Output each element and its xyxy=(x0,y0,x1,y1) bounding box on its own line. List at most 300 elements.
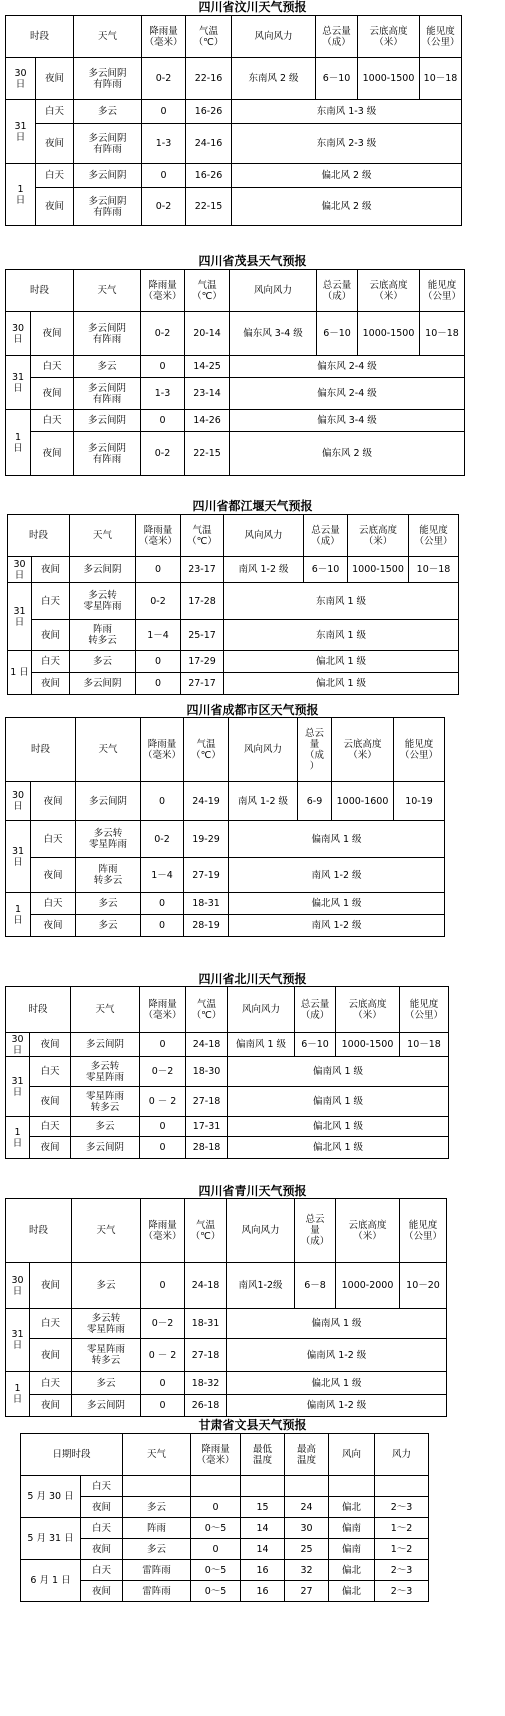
text-line: 多云 xyxy=(96,1280,116,1291)
table-row xyxy=(21,1539,429,1560)
header-text: （米） xyxy=(374,36,403,48)
weather-cell xyxy=(74,188,142,226)
text-line: 30 xyxy=(11,1274,24,1286)
text-line: 1 xyxy=(14,1383,21,1394)
header-row xyxy=(6,16,462,58)
header-cell xyxy=(230,270,317,312)
text-line: 多云间阴 xyxy=(86,1039,125,1050)
weather-cell: 多云 xyxy=(123,1497,191,1518)
header-cell xyxy=(298,718,332,782)
text-line: 阵雨 xyxy=(98,864,118,875)
max-temp-cell: 27 xyxy=(285,1581,329,1602)
rain-cell: 0 xyxy=(141,893,184,915)
period-cell: 夜间 xyxy=(36,188,74,226)
header-text: 能见度 xyxy=(419,524,448,536)
header-text: 降雨量 xyxy=(201,1443,230,1455)
text-line: 多云间阴 xyxy=(86,1142,125,1153)
temp-cell: 18-30 xyxy=(186,1057,228,1087)
header-text: 气温 xyxy=(199,25,219,37)
date-cell xyxy=(6,58,36,100)
text-line: 31 xyxy=(11,1075,24,1087)
header-cell xyxy=(329,1434,375,1476)
period-cell: 夜间 xyxy=(30,1263,72,1309)
date-cell xyxy=(6,164,36,226)
text-line: 零星阵雨 xyxy=(87,1323,126,1335)
period-cell: 白天 xyxy=(36,164,74,188)
header-text: 总云量 xyxy=(300,998,330,1010)
wind-cell: 南风 1-2 级 xyxy=(224,557,304,583)
header-cell xyxy=(336,1199,400,1263)
text-line: 多云间阴 xyxy=(89,795,128,807)
visibility-cell: 10-19 xyxy=(394,782,445,821)
text-line: 1 xyxy=(17,183,24,195)
period-cell: 夜间 xyxy=(81,1497,123,1518)
text-line: 日 xyxy=(12,1340,23,1351)
header-text: （毫米） xyxy=(143,1230,182,1242)
date-cell: 5 月 30 日 xyxy=(21,1476,81,1518)
section-title: 四川省都江堰天气预报 xyxy=(192,499,313,513)
wind-cell: 偏北风 1 级 xyxy=(229,893,445,915)
table-row xyxy=(6,188,462,226)
header-text: （米） xyxy=(348,749,377,761)
temp-cell: 22-15 xyxy=(185,432,230,476)
header-text: 能见度 xyxy=(426,25,455,37)
header-text: （成） xyxy=(300,1236,330,1247)
temp-cell: 17-29 xyxy=(181,651,224,673)
header-text: 风向风力 xyxy=(244,530,283,541)
section-title: 甘肃省文县天气预报 xyxy=(198,1418,307,1432)
header-text: （公里） xyxy=(421,36,460,48)
wind-cell: 偏南风 1 级 xyxy=(228,1033,295,1057)
date-cell xyxy=(6,1057,30,1117)
max-temp-cell: 25 xyxy=(285,1539,329,1560)
text-line: 1 日 xyxy=(10,667,29,678)
date-cell xyxy=(6,312,31,356)
date-cell: 6 月 1 日 xyxy=(21,1560,81,1602)
header-cell xyxy=(141,1199,185,1263)
header-text: 云底高度 xyxy=(348,998,387,1010)
text-line: 日 xyxy=(12,1086,23,1098)
date-cell xyxy=(6,356,31,410)
table-row xyxy=(6,1057,449,1087)
table-row xyxy=(6,858,445,893)
temp-cell: 27-17 xyxy=(181,673,224,695)
weather-cell: 雷阵雨 xyxy=(123,1560,191,1581)
header-cell xyxy=(400,987,449,1033)
temp-cell: 19-29 xyxy=(184,821,229,858)
wind-cell: 偏北风 1 级 xyxy=(228,1137,449,1159)
wind-cell: 偏南风 1 级 xyxy=(229,821,445,858)
wind-cell: 偏南风 1 级 xyxy=(227,1309,447,1339)
section-title: 四川省茂县天气预报 xyxy=(198,254,307,268)
wind-cell: 偏东风 3-4 级 xyxy=(230,312,317,356)
rain-cell: 0～5 xyxy=(191,1560,241,1581)
min-temp-cell xyxy=(241,1476,285,1497)
text-line: 日 xyxy=(12,1285,23,1297)
text-line: 30 xyxy=(11,790,25,801)
weather-cell: 多云 xyxy=(123,1539,191,1560)
text-line: 多云 xyxy=(96,1377,116,1389)
date-cell: 5 月 31 日 xyxy=(21,1518,81,1560)
header-text: 时段 xyxy=(29,530,49,541)
header-cell xyxy=(186,987,228,1033)
header-text: 时段 xyxy=(29,1225,49,1236)
table-row xyxy=(21,1476,429,1497)
header-text: （℃） xyxy=(190,1230,221,1242)
text-line: 零星阵雨 xyxy=(86,1090,125,1102)
wind-cell: 东南风 1 级 xyxy=(224,583,459,620)
header-cell xyxy=(70,515,136,557)
header-text: 能见度 xyxy=(404,738,434,750)
visibility-cell: 10－18 xyxy=(420,58,462,100)
text-line: 多云 xyxy=(98,920,118,931)
wind-cell: 东南风 1 级 xyxy=(224,620,459,651)
header-text: （毫米） xyxy=(139,535,178,547)
max-temp-cell: 32 xyxy=(285,1560,329,1581)
table-row xyxy=(6,100,462,124)
max-temp-cell: 30 xyxy=(285,1518,329,1539)
weather-cell xyxy=(72,1372,141,1395)
header-text: 总云量 xyxy=(322,25,351,37)
section-title: 四川省北川天气预报 xyxy=(198,972,307,986)
text-line: 多云间阴 xyxy=(88,132,127,144)
table-row xyxy=(6,356,465,378)
rain-cell: 0-2 xyxy=(141,821,184,858)
header-text: （成 xyxy=(305,749,325,761)
period-cell: 夜间 xyxy=(81,1539,123,1560)
header-row xyxy=(21,1434,429,1476)
text-line: 有阵雨 xyxy=(92,333,122,345)
date-cell xyxy=(6,100,36,164)
weather-cell xyxy=(70,673,136,695)
wind-cell: 偏北风 1 级 xyxy=(227,1372,447,1395)
rain-cell: 0 xyxy=(141,915,184,937)
rain-cell: 0 xyxy=(140,1117,186,1137)
header-cell xyxy=(224,515,304,557)
header-text: 量 xyxy=(309,738,320,750)
text-line: 日 xyxy=(13,914,23,926)
wind-direction-cell xyxy=(329,1476,375,1497)
text-line: 30 xyxy=(14,67,27,79)
rain-cell: 0 xyxy=(142,164,186,188)
period-cell: 夜间 xyxy=(36,124,74,164)
wind-direction-cell: 偏北 xyxy=(329,1581,375,1602)
weather-cell: 阵雨 xyxy=(123,1518,191,1539)
header-text: 温度 xyxy=(297,1454,317,1466)
header-text: 天气 xyxy=(98,31,118,42)
date-cell xyxy=(6,1033,30,1057)
header-cell xyxy=(375,1434,429,1476)
table-row xyxy=(6,1033,449,1057)
date-cell xyxy=(6,1309,30,1372)
rain-cell: 0 xyxy=(136,651,181,673)
header-text: （℃） xyxy=(192,290,222,302)
table-row xyxy=(21,1581,429,1602)
text-line: 日 xyxy=(15,131,26,143)
visibility-cell: 10－18 xyxy=(409,557,459,583)
wind-cell: 偏南风 1-2 级 xyxy=(227,1395,447,1417)
date-cell xyxy=(6,821,31,893)
header-text: 风向风力 xyxy=(254,31,293,42)
wind-direction-cell: 偏北 xyxy=(329,1497,375,1518)
text-line: 多云转 xyxy=(90,1060,120,1072)
header-cell xyxy=(420,16,462,58)
temp-cell: 27-18 xyxy=(186,1087,228,1117)
header-cell xyxy=(8,515,70,557)
header-text: （℃） xyxy=(193,36,224,48)
period-cell: 白天 xyxy=(30,1309,72,1339)
wind-cell: 东南风 1-3 级 xyxy=(232,100,462,124)
text-line: 转多云 xyxy=(88,635,117,646)
rain-cell: 0-2 xyxy=(142,188,186,226)
rain-cell: 0 xyxy=(141,410,185,432)
header-cell xyxy=(74,16,142,58)
text-line: 多云间阴 xyxy=(87,1400,126,1411)
text-line: 有阵雨 xyxy=(93,206,122,218)
period-cell: 白天 xyxy=(81,1476,123,1497)
text-line: 有阵雨 xyxy=(92,453,122,465)
cloud-base-cell: 1000-1500 xyxy=(358,58,420,100)
table-row xyxy=(6,1372,447,1395)
period-cell: 夜间 xyxy=(32,557,70,583)
temp-cell: 25-17 xyxy=(181,620,224,651)
rain-cell: 0 xyxy=(141,1395,185,1417)
wind-cell: 南风1-2级 xyxy=(227,1263,295,1309)
forecast-table xyxy=(5,15,462,226)
table-row xyxy=(8,557,459,583)
header-cell xyxy=(295,1199,336,1263)
header-text: 量 xyxy=(310,1225,320,1236)
text-line: 日 xyxy=(15,194,26,206)
header-text: （公里） xyxy=(400,749,439,761)
table-row xyxy=(6,312,465,356)
header-cell xyxy=(316,16,358,58)
date-cell xyxy=(6,1117,30,1159)
period-cell: 白天 xyxy=(81,1518,123,1539)
temp-cell: 17-31 xyxy=(186,1117,228,1137)
header-text: 云底高度 xyxy=(343,738,382,750)
header-cell xyxy=(409,515,459,557)
header-text: 风向风力 xyxy=(241,1225,280,1236)
header-cell xyxy=(358,270,420,312)
period-cell: 夜间 xyxy=(31,378,74,410)
header-cell xyxy=(72,1199,141,1263)
header-cell xyxy=(400,1199,447,1263)
header-text: 云底高度 xyxy=(369,279,408,291)
table-row xyxy=(6,1263,447,1309)
wind-cell: 偏东风 3-4 级 xyxy=(230,410,465,432)
text-line: 31 xyxy=(11,845,25,857)
text-line: 多云间阴 xyxy=(88,195,127,207)
header-text: （米） xyxy=(353,1230,382,1242)
text-line: 日 xyxy=(12,1137,23,1149)
section-title: 四川省青川天气预报 xyxy=(198,1184,307,1198)
temp-cell: 18-31 xyxy=(184,893,229,915)
header-cell xyxy=(229,718,298,782)
max-temp-cell xyxy=(285,1476,329,1497)
period-cell: 白天 xyxy=(31,821,76,858)
header-text: （毫米） xyxy=(143,1009,182,1021)
min-temp-cell: 14 xyxy=(241,1518,285,1539)
period-cell: 夜间 xyxy=(30,1395,72,1417)
text-line: 30 日 xyxy=(13,558,26,581)
cloud-base-cell: 1000-1600 xyxy=(332,782,394,821)
weather-cell xyxy=(71,1033,140,1057)
rain-cell: 0～5 xyxy=(191,1518,241,1539)
header-row xyxy=(6,987,449,1033)
date-cell xyxy=(6,893,31,937)
weather-cell xyxy=(72,1263,141,1309)
period-cell: 白天 xyxy=(31,893,76,915)
date-cell xyxy=(6,782,31,821)
table-row xyxy=(6,1137,449,1159)
period-cell: 白天 xyxy=(32,651,70,673)
min-temp-cell: 16 xyxy=(241,1560,285,1581)
header-text: 气温 xyxy=(192,524,212,536)
header-text: 云底高度 xyxy=(359,524,398,536)
table-row xyxy=(6,893,445,915)
table-row xyxy=(8,673,459,695)
header-text: （℃） xyxy=(191,749,221,761)
header-text: 降雨量 xyxy=(148,1219,177,1231)
rain-cell: 1－4 xyxy=(136,620,181,651)
header-text: （公里） xyxy=(404,1230,443,1242)
period-cell: 夜间 xyxy=(31,312,74,356)
text-line: 多云 xyxy=(98,106,118,117)
forecast-table xyxy=(5,269,465,476)
rain-cell: 0-2 xyxy=(141,312,185,356)
wind-force-cell: 2～3 xyxy=(375,1581,429,1602)
header-text: 风力 xyxy=(392,1449,412,1460)
wind-cell: 偏南风 1 级 xyxy=(228,1057,449,1087)
header-text: 风向风力 xyxy=(244,744,283,755)
wind-cell: 偏东风 2-4 级 xyxy=(230,356,465,378)
text-line: 多云 xyxy=(97,361,117,372)
header-cell xyxy=(185,1199,227,1263)
header-text: 风向风力 xyxy=(254,285,293,296)
wind-direction-cell: 偏南 xyxy=(329,1518,375,1539)
text-line: 多云 xyxy=(95,1121,115,1132)
weather-cell xyxy=(72,1339,141,1372)
date-cell xyxy=(6,410,31,476)
header-text: 总云 xyxy=(305,1214,325,1225)
header-cell xyxy=(186,16,232,58)
wind-cell: 南风 1-2 级 xyxy=(229,858,445,893)
weather-cell: 雷阵雨 xyxy=(123,1581,191,1602)
wind-cell: 偏南风 1 级 xyxy=(228,1087,449,1117)
header-text: （成） xyxy=(300,1009,330,1021)
weather-cell xyxy=(70,620,136,651)
header-text: （公里） xyxy=(414,535,453,547)
text-line: 多云间阴 xyxy=(88,442,127,454)
wind-cell: 偏北风 1 级 xyxy=(224,673,459,695)
text-line: 31 xyxy=(11,1329,24,1340)
header-cell xyxy=(6,16,74,58)
header-text: （米） xyxy=(363,535,393,547)
text-line: 多云间阴 xyxy=(83,564,122,575)
period-cell: 夜间 xyxy=(30,1137,71,1159)
text-line: 转多云 xyxy=(90,1101,120,1113)
table-row xyxy=(6,782,445,821)
weather-cell xyxy=(76,821,141,858)
rain-cell: 0-2 xyxy=(142,58,186,100)
header-text: （成） xyxy=(322,290,352,302)
header-text: （℃） xyxy=(187,535,217,547)
header-cell xyxy=(185,270,230,312)
header-text: 时段 xyxy=(30,285,50,296)
rain-cell: 1-3 xyxy=(142,124,186,164)
text-line: 日 xyxy=(13,333,23,345)
header-text: 最高 xyxy=(297,1443,317,1455)
header-text: （成） xyxy=(311,535,340,547)
text-line: 多云转 xyxy=(93,828,123,839)
header-cell xyxy=(6,718,76,782)
table-row xyxy=(6,410,465,432)
text-line: 日 xyxy=(13,442,23,454)
weather-cell xyxy=(76,858,141,893)
header-text: 总云量 xyxy=(311,524,340,536)
period-cell: 白天 xyxy=(30,1057,71,1087)
temp-cell: 23-17 xyxy=(181,557,224,583)
header-text: 日期时段 xyxy=(52,1449,91,1460)
weather-cell xyxy=(123,1476,191,1497)
cloud-base-cell: 1000-2000 xyxy=(336,1263,400,1309)
table-row xyxy=(21,1497,429,1518)
weather-cell xyxy=(71,1117,140,1137)
header-text: 温度 xyxy=(253,1454,273,1466)
weather-cell xyxy=(74,100,142,124)
cloud-cell: 6－10 xyxy=(316,58,358,100)
period-cell: 白天 xyxy=(31,356,74,378)
table-row xyxy=(6,432,465,476)
header-cell xyxy=(232,16,316,58)
rain-cell: 0 xyxy=(141,1372,185,1395)
header-cell xyxy=(228,987,295,1033)
date-cell xyxy=(6,1372,30,1417)
text-line: 零星阵雨 xyxy=(86,1071,125,1083)
table-row xyxy=(8,651,459,673)
table-row xyxy=(6,1309,447,1339)
wind-force-cell: 2～3 xyxy=(375,1560,429,1581)
temp-cell: 27-18 xyxy=(185,1339,227,1372)
text-line: 多云间阴 xyxy=(88,67,127,79)
weather-cell xyxy=(74,58,142,100)
header-text: （成） xyxy=(322,36,351,48)
rain-cell: 0～5 xyxy=(191,1581,241,1602)
table-row xyxy=(6,1117,449,1137)
period-cell: 白天 xyxy=(30,1117,71,1137)
table-row xyxy=(6,1339,447,1372)
period-cell: 夜间 xyxy=(30,1339,72,1372)
text-line: 31 xyxy=(14,120,27,132)
weather-cell xyxy=(70,651,136,673)
temp-cell: 24-18 xyxy=(186,1033,228,1057)
header-cell xyxy=(74,270,141,312)
header-text: 能见度 xyxy=(427,279,457,291)
header-cell xyxy=(71,987,140,1033)
header-text: 气温 xyxy=(197,279,217,291)
text-line: 多云间阴 xyxy=(88,415,127,426)
weather-cell xyxy=(74,432,141,476)
rain-cell xyxy=(191,1476,241,1497)
rain-cell: 1-3 xyxy=(141,378,185,410)
rain-cell: 0 xyxy=(136,673,181,695)
header-text: 气温 xyxy=(196,1219,216,1231)
rain-cell: 0 xyxy=(140,1137,186,1159)
temp-cell: 27-19 xyxy=(184,858,229,893)
text-line: 多云 xyxy=(93,656,113,667)
text-line: 日 xyxy=(15,78,26,90)
